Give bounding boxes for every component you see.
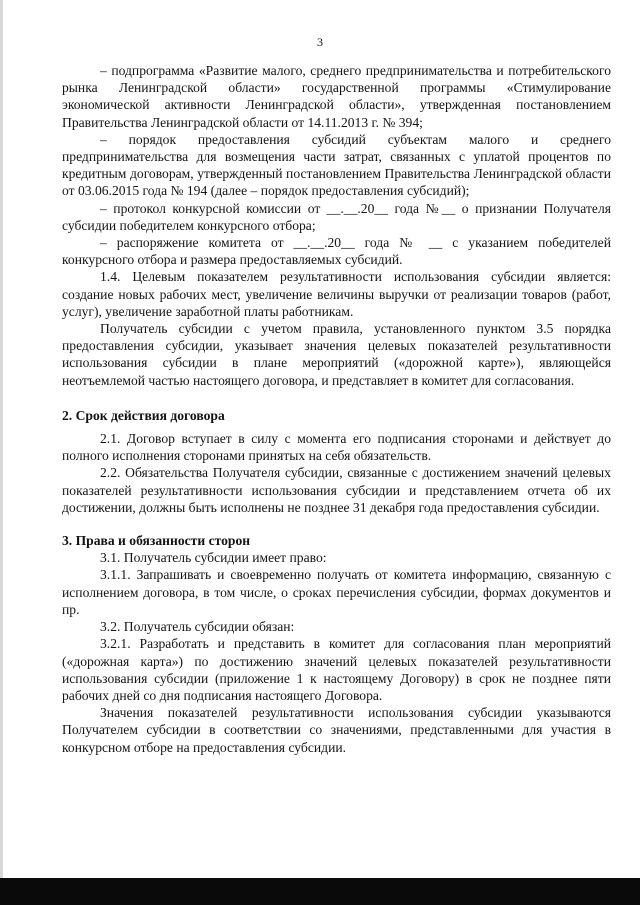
paragraph-recipient-indicators: Получатель субсидии с учетом правила, установленного пунктом 3.5 порядка предоставления субсидии, указывает значения целевых показателей результативности использования субсидии в плане мероприятий («дорожной карте»), являющейся неотъемлемой частью настоящего договора, и представляет в комитет для согласования. bbox=[62, 321, 611, 388]
scan-bottom-border bbox=[0, 878, 640, 905]
paragraph-subprogram: – подпрограмма «Развитие малого, среднего предпринимательства и потребительского рынка Ленинградской области» государственной программы «Стимулирование экономической активности Ленинградской области», утвержденная постановлением Правительства Ленинградской области от 14.11.2013 г. № 394; bbox=[62, 63, 611, 130]
section-3-heading: 3. Права и обязанности сторон bbox=[62, 533, 251, 549]
paragraph-indicator-values: Значения показателей результативности использования субсидии указываются Получателем субсидии в соответствии со значениями, представленными для участия в конкурсном отборе на предоставления субсидии. bbox=[62, 705, 611, 755]
document-body bbox=[62, 62, 611, 756]
paragraph-3-1-1: 3.1.1. Запрашивать и своевременно получать от комитета информацию, связанную с исполнением договора, в том числе, о сроках перечисления субсидии, формах документов и пр. bbox=[62, 567, 611, 617]
paragraph-3-2: 3.2. Получатель субсидии обязан: bbox=[100, 619, 295, 635]
scan-edge bbox=[0, 0, 3, 905]
paragraph-3-1: 3.1. Получатель субсидии имеет право: bbox=[100, 550, 327, 566]
section-2-heading: 2. Срок действия договора bbox=[62, 407, 225, 423]
paragraph-2-1: 2.1. Договор вступает в силу с момента его подписания сторонами и действует до полного исполнения сторонами принятых на себя обязательств. bbox=[62, 431, 611, 464]
paragraph-order: – распоряжение комитета от __.__.20__ года № __ с указанием победителей конкурсного отбора и размера предоставляемых субсидий. bbox=[62, 235, 611, 268]
paragraph-procedure: – порядок предоставления субсидий субъектам малого и среднего предпринимательства для возмещения части затрат, связанных с уплатой процентов по кредитным договорам, утвержденный постановлением Правительства Ленинградской области от 03.06.2015 года № 194 (далее – порядок предоставления субсидий); bbox=[62, 131, 611, 199]
paragraph-2-2: 2.2. Обязательства Получателя субсидии, связанные с достижением значений целевых показателей результативности использования субсидии и представлением отчета об их достижении, должны быть исполнены не позднее 31 декабря года предоставления субсидии. bbox=[62, 465, 611, 515]
page-number: 3 bbox=[317, 35, 323, 49]
paragraph-3-2-1: 3.2.1. Разработать и представить в комитет для согласования план мероприятий («дорожная карта») по достижению значений целевых показателей результативности использования субсидии (приложение 1 к настоящему Договору) в срок не позднее пяти рабочих дней со дня подписания настоящего Договора. bbox=[62, 636, 611, 703]
paragraph-1-4: 1.4. Целевым показателем результативности использования субсидии является: создание новых рабочих мест, увеличение величины выручки от реализации товаров (работ, услуг), увеличение заработной платы работникам. bbox=[62, 269, 611, 319]
paragraph-protocol: – протокол конкурсной комиссии от __.__.20__ года №__ о признании Получателя субсидии победителем конкурсного отбора; bbox=[62, 200, 611, 233]
